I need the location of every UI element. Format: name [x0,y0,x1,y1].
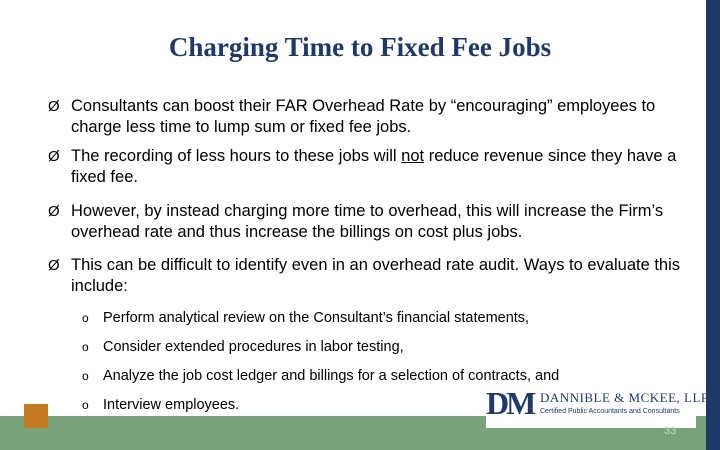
arrow-bullet-icon: Ø [48,203,60,220]
sub-bullet-text: Interview employees. [103,397,240,413]
arrow-bullet-icon: Ø [48,257,60,274]
bullet-text-part: reduce revenue since they have a fixed fee. [71,147,677,186]
arrow-bullet-icon: Ø [48,148,60,165]
logo-company-name: DANNIBLE & MCKEE, LLP [540,390,709,405]
bullet-item [48,201,688,243]
page-number: 33 [664,425,677,437]
logo-mark: DM [486,385,534,421]
circle-bullet-icon: o [82,311,89,325]
slide-title: Charging Time to Fixed Fee Jobs [168,32,552,62]
bullet-item [48,146,688,188]
bullet-item [48,255,688,297]
sub-bullet-item [82,367,682,385]
circle-bullet-icon: o [82,340,89,354]
underlined-word: not [401,147,425,165]
logo-tagline: Certified Public Accountants and Consultants [540,408,680,415]
arrow-bullet-icon: Ø [48,98,60,115]
bullet-text: Consultants can boost their FAR Overhead Rate by “encouraging” employees to charge less time to lump sum or fixed fee jobs. [71,97,656,136]
circle-bullet-icon: o [82,369,89,383]
company-logo [486,385,709,428]
bullet-text: However, by instead charging more time to overhead, this will increase the Firm’s overhead rate and thus increase the billings on cost plus jobs. [71,202,664,241]
circle-bullet-icon: o [82,398,89,412]
sub-bullet-text: Perform analytical review on the Consultant’s financial statements, [103,310,530,326]
bullet-text [48,146,688,188]
sub-bullet-text: Analyze the job cost ledger and billings for a selection of contracts, and [103,368,560,384]
accent-square [24,404,48,428]
bullet-item [48,96,688,138]
bullet-text-part: The recording of less hours to these jobs will [71,147,402,165]
sub-bullet-item [82,338,682,356]
right-accent-bar [706,0,720,450]
bullet-text: This can be difficult to identify even in an overhead rate audit. Ways to evaluate this include: [71,256,681,295]
sub-bullet-text: Consider extended procedures in labor testing, [103,339,404,355]
sub-bullet-item [82,309,682,327]
